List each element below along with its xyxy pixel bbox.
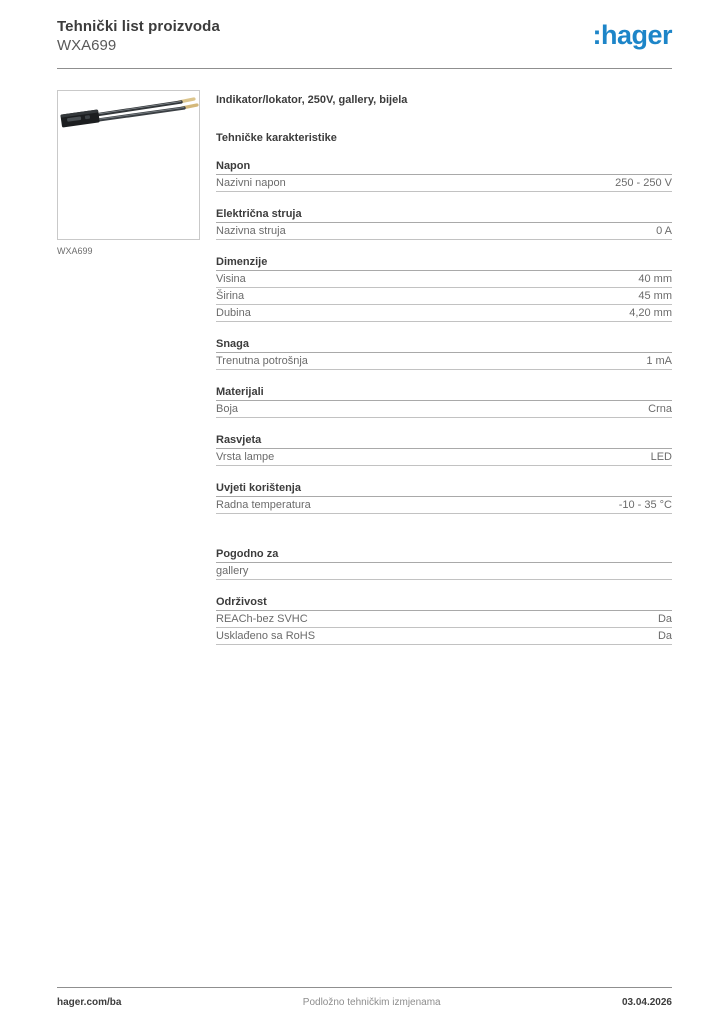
spec-row xyxy=(216,271,672,288)
hager-logo: :hager xyxy=(592,20,672,50)
spec-row xyxy=(216,497,672,514)
section-title: Napon xyxy=(216,160,672,175)
section-title: Snaga xyxy=(216,338,672,353)
section-title: Rasvjeta xyxy=(216,434,672,449)
spec-label: Trenutna potrošnja xyxy=(216,355,308,367)
spec-label: Usklađeno sa RoHS xyxy=(216,630,316,642)
section-title: Održivost xyxy=(216,596,672,611)
spec-label: REACh-bez SVHC xyxy=(216,613,308,625)
section-title: Uvjeti korištenja xyxy=(216,482,672,497)
spec-section-uvjeti-koristenja xyxy=(216,482,672,514)
spec-value: -10 - 35 °C xyxy=(618,499,672,511)
spec-label: Dubina xyxy=(216,307,251,319)
spec-value: Crna xyxy=(648,403,672,415)
spec-row xyxy=(216,305,672,322)
spec-row xyxy=(216,611,672,628)
spec-section-snaga xyxy=(216,338,672,370)
spec-section-elektricna-struja xyxy=(216,208,672,240)
section-title: Dimenzije xyxy=(216,256,672,271)
header-titles xyxy=(57,18,220,54)
section-title: Materijali xyxy=(216,386,672,401)
spec-label: Nazivna struja xyxy=(216,225,286,237)
section-title: Električna struja xyxy=(216,208,672,223)
product-photo-drawing xyxy=(58,91,199,239)
product-code: WXA699 xyxy=(57,37,117,54)
footer-disclaimer: Podložno tehničkim izmjenama xyxy=(302,997,441,1008)
spec-value: LED xyxy=(650,451,672,463)
spec-row xyxy=(216,563,672,580)
spec-value: Da xyxy=(657,630,672,642)
spec-row xyxy=(216,628,672,645)
product-description: Indikator/lokator, 250V, gallery, bijela xyxy=(216,94,408,106)
spec-row xyxy=(216,449,672,466)
footer xyxy=(57,987,672,1008)
spec-row xyxy=(216,353,672,370)
header-divider xyxy=(57,68,672,69)
page-title: Tehnički list proizvoda xyxy=(57,18,220,35)
spec-value: 40 mm xyxy=(638,273,672,285)
main-content xyxy=(57,90,672,645)
product-image-caption: WXA699 xyxy=(57,246,93,256)
spec-section-dimenzije xyxy=(216,256,672,322)
spec-label: Visina xyxy=(216,273,246,285)
footer-date: 03.04.2026 xyxy=(621,997,672,1008)
spec-column xyxy=(216,90,672,645)
spec-section-pogodno-za xyxy=(216,548,672,580)
section-title: Pogodno za xyxy=(216,548,672,563)
footer-website: hager.com/ba xyxy=(57,997,122,1008)
product-image-column xyxy=(57,90,200,645)
spec-label: Nazivni napon xyxy=(216,177,286,189)
spec-label: gallery xyxy=(216,565,249,577)
spec-value: Da xyxy=(657,613,672,625)
spec-row xyxy=(216,401,672,418)
spec-value: 45 mm xyxy=(638,290,672,302)
spec-value: 1 mA xyxy=(646,355,672,367)
spec-row xyxy=(216,175,672,192)
spec-label: Vrsta lampe xyxy=(216,451,275,463)
header xyxy=(57,18,672,54)
spec-section-materijali xyxy=(216,386,672,418)
spec-value: 250 - 250 V xyxy=(615,177,672,189)
spec-label: Boja xyxy=(216,403,239,415)
spec-section-rasvjeta xyxy=(216,434,672,466)
spec-section-napon xyxy=(216,160,672,192)
spec-label: Radna temperatura xyxy=(216,499,311,511)
spec-value: 0 A xyxy=(656,225,672,237)
spec-value: 4,20 mm xyxy=(629,307,672,319)
spec-label: Širina xyxy=(216,290,245,302)
spec-section-odrzivost xyxy=(216,596,672,645)
product-image xyxy=(57,90,200,240)
spec-row xyxy=(216,288,672,305)
spec-heading: Tehničke karakteristike xyxy=(216,132,337,144)
spec-row xyxy=(216,223,672,240)
